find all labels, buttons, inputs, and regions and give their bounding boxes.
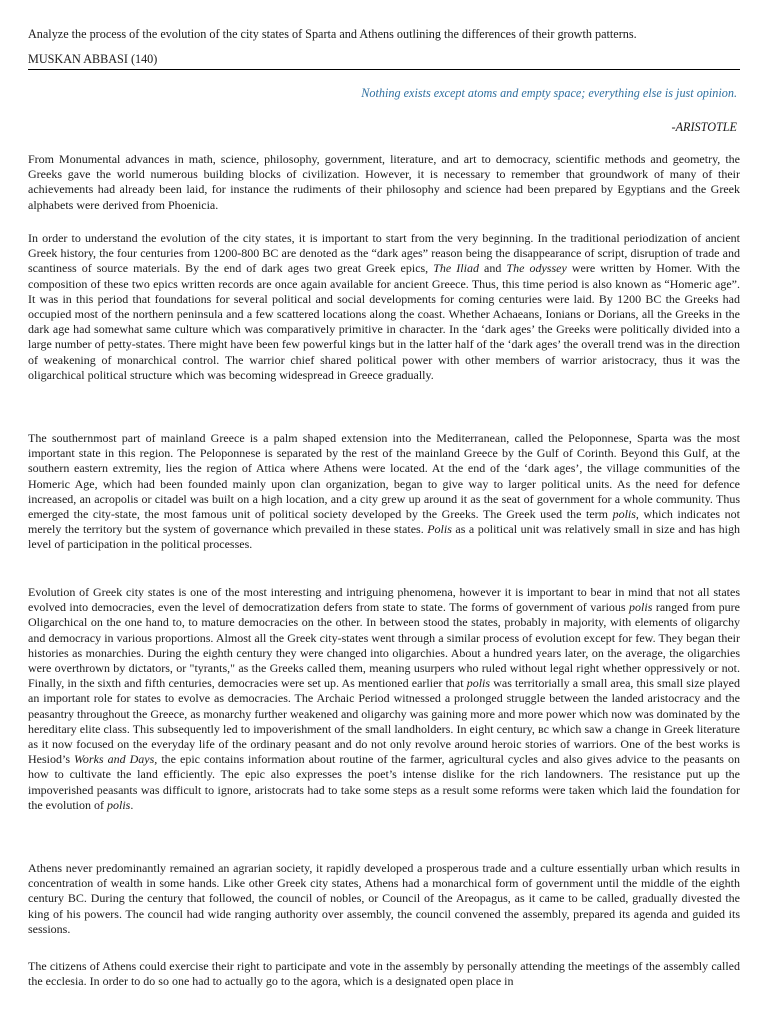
paragraph-5: Athens never predominantly remained an agrarian society, it rapidly developed a prosperous trade and a culture essentially urban which results in concentration of wealth in some hands. Like other Greek city states, Athens had a monarchical form of government until the middle of the eighth century BC. During the century that followed, the council of nobles, or Council of the Areopagus, as it came to be called, gradually divested the king of his powers. The council had wide ranging authority over assembly, the council convened the assembly, prepared its agenda and guided its sessions. [28,861,740,936]
header-divider [28,69,740,70]
paragraph-1: From Monumental advances in math, science, philosophy, government, literature, and art to democracy, scientific methods and geometry, the Greeks gave the world numerous building blocks of civilization. However, it is necessary to remember that groundwork of many of their achievements had already been laid, for instance the rudiments of their philosophy and science had been prepared by Egyptians and the Greek alphabets were derived from Phoenicia. [28,152,740,212]
paragraph-2-text: were written by Homer. With the composition of these two epics written records are once again available for ancient Greece. Thus, this time period is also known as “Homeric age”. It was in this period that foundations for several political and social developments for coming centuries were laid. By 1200 BC the Greeks had occupied most of the northern peninsula and a few scattered locations along the coast. Whether Achaeans, Ionians or Dorians, all the Greeks in the dark age had somewhat same culture which was comparatively primitive in character. In the ‘dark ages’ the Greeks were politically divided into a large number of petty-states. There might have been few powerful kings but in the latter half of the ‘dark ages’ the overall trend was in the direction of weakening of monarchical control. The warrior chief shared political power with other members of warrior aristocracy, thus it was the oligarchical political structure which was becoming widespread in Greece gradually. [28,261,741,382]
work-title-works-and-days: Works and Days, [74,752,158,767]
paragraph-4-text: Evolution of Greek city states is one of the most interesting and intriguing phenomena, however it is important to bear in mind that not all states evolved into democracies, even the level of democratization defers from state to state. The forms of government of various [28,585,740,615]
paragraph-4 [28,585,740,813]
paragraph-4-text: was territorially a small area, this small size played an important role for states to evolve as democracies. The Archaic Period witnessed a prolonged struggle between the landed aristocracy and the peasantry throughout the Greece, as monarchy further weakened and oligarchy was gaining more and more power which now was dominated by the hereditary elite class. This subsequently led to impoverishment of the small landholders. In eight century, вс which saw a change in Greek literature as it now focused on the everyday life of the ordinary peasant and do not only revolve around heroic stories of warriors. One of the best works is Hesiod’s [28,676,740,767]
paragraph-4-text: the epic contains information about routine of the farmer, agricultural cycles and also gives advice to the peasants on how to cultivate the land efficiently. The epic also expresses the poet’s intense dislike for the rich landowners. The resistance put up the impoverished peasants was difficult to ignore, aristocrats had to take some steps as a result some reforms were taken which laid the foundation for the evolution of [28,752,741,812]
epigraph-quote: Nothing exists except atoms and empty space; everything else is just opinion. [361,86,737,100]
paragraph-4-text: ranged from pure Oligarchical on the one hand to, to mature democracies on the other. In between stood the states, probably in majority, with elements of oligarchy and democracy in various proportions. Almost all the Greek city-states went through a similar process of evolution except for few. They began their histories as monarchies. During the eighth century they were changed into oligarchies. About a hundred years later, on the average, the oligarchies were overthrown by dictators, or "tyrants," as the Greeks called them, meaning usurpers who ruled without legal right whether oppressively or not. Finally, in the sixth and fifth centuries, democracies were set up. As mentioned earlier that [28,600,741,691]
paragraph-4-text: . [130,797,134,812]
work-title-odyssey: The odyssey [506,261,567,276]
paragraph-6: The citizens of Athens could exercise their right to participate and vote in the assembly by personally attending the meetings of the assembly called the ecclesia. In order to do so one had to actually go to the agora, which is a designated open place in [28,959,740,989]
paragraph-2-text: In order to understand the evolution of the city states, it is important to start from the very beginning. In the traditional periodization of ancient Greek history, the four centuries from 1200-800 BC are denoted as the “dark ages” reason being the disappearance of script, disruption of trade and scantiness of source materials. By the end of dark ages two great Greek epics, [28,231,740,276]
term-polis: polis [612,507,636,522]
term-polis: polis [106,797,131,812]
paragraph-2 [28,231,740,383]
paragraph-3 [28,431,740,553]
term-polis: polis [466,676,491,691]
term-polis: polis [629,600,653,615]
term-polis: Polis [427,522,452,537]
epigraph-attribution: -ARISTOTLE [671,120,737,134]
paragraph-3-text: The southernmost part of mainland Greece is a palm shaped extension into the Mediterranean, called the Peloponnese, Sparta was the most important state in this region. The Peloponnese is separated by the rest of the mainland Greece by the Gulf of Corinth. Beyond this Gulf, at the southern eastern extremity, lies the region of Attica where Athens were located. At the end of the ‘dark ages’, the village communities of the Homeric Age, which had been founded mainly upon clan organization, began to give way to larger political units. As the need for defence increased, an acropolis or citadel was built on a high location, and a city grew up around it as the seat of government for a whole community. Thus emerged the city-state, the most famous unit of political society developed by the Greeks. The Greek used the term [28,431,740,522]
paragraph-3-text: , which indicates not merely the territory but the system of governance which prevailed in these states. [28,507,740,537]
paragraph-3-text: as a political unit was relatively small in size and has high level of participation in the political processes. [28,522,740,552]
work-title-iliad: The Iliad [433,261,479,276]
paragraph-2-text: and [478,261,507,276]
document-title: Analyze the process of the evolution of the city states of Sparta and Athens outlining the differences of their growth patterns. [28,27,637,41]
author-line: MUSKAN ABBASI (140) [28,52,158,66]
